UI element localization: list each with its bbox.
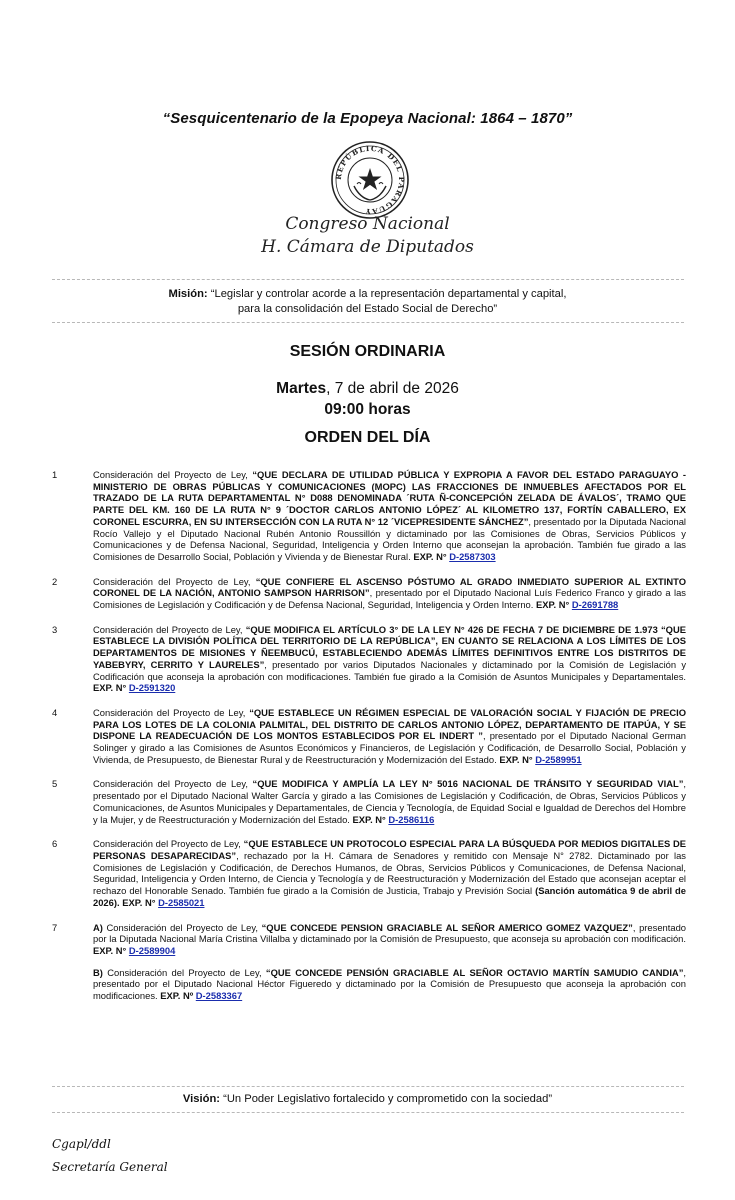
footer-department: Secretaría General <box>52 1160 168 1174</box>
session-date-rest: , 7 de abril de 2026 <box>326 380 459 397</box>
item-title: “QUE DECLARA DE UTILIDAD PÚBLICA Y EXPROPIA A FAVOR DEL ESTADO PARAGUAYO - MINISTERIO DE OBRAS PÚBLICAS Y COMUNICACIONES (MOPC) LAS FRACCIONES DE INMUEBLES AFECTADOS POR EL TRAZADO DE LA RUTA DEPARTAMENTAL N° D088 DENOMINADA ´RUTA Ñ-CONCEPCIÓN ZELADA DE ÁVALOS´, TRAMO QUE PARTE DEL KM. 160 DE LA RUTA N° 9 ´DOCTOR CARLOS ANTONIO LÓPEZ´ AL KILOMETRO 137, FORTÍN CABALLERO, EX CORONEL ESCURRA, EN SU INTERSECCIÓN CON LA RUTA N° 12 ´VICEPRESIDENTE SÁNCHEZ” <box>93 469 686 527</box>
item-title: “QUE MODIFICA Y AMPLÍA LA LEY N° 5016 NACIONAL DE TRÁNSITO Y SEGURIDAD VIAL” <box>252 778 684 790</box>
item-intro: Consideración del Proyecto de Ley, <box>93 838 244 850</box>
sub-item-a <box>93 922 686 957</box>
exp-link[interactable]: D-2587303 <box>449 550 496 562</box>
item-intro: Consideración del Proyecto de Ley, <box>93 778 253 790</box>
item-body <box>93 576 686 611</box>
exp-label: EXP. N° <box>499 753 533 765</box>
item-number: 6 <box>52 838 58 850</box>
org-name-chamber: H. Cámara de Diputados <box>261 237 474 257</box>
motto-heading: “Sesquicentenario de la Epopeya Nacional: 1864 – 1870” <box>162 110 573 127</box>
item-description: , presentado por varios Diputados Nacionales y dictaminado por la Comisión de Legislación y Codificación que aconseja la aprobación con modificaciones. También fue girado a la Comisión de Asuntos Municipales y Departamentales. <box>93 658 687 682</box>
exp-link[interactable]: D-2589904 <box>128 944 176 956</box>
agenda-title: ORDEN DEL DÍA <box>304 429 431 446</box>
item-description: , presentado por el Diputado Nacional Luís Federico Franco y girado a las Comisiones de Legislación y Codificación y de Defensa Nacional, Seguridad, Inteligencia y Orden Interno. <box>93 587 686 611</box>
sub-item-letter: B) <box>93 966 103 978</box>
exp-link[interactable]: D-2691788 <box>571 599 619 611</box>
item-number: 1 <box>52 469 58 480</box>
seal-text: REPÚBLICA DEL PARAGUAY <box>333 143 407 217</box>
mission-text-line2: para la consolidación del Estado Social de Derecho” <box>237 303 498 315</box>
item-number: 4 <box>52 706 58 718</box>
agenda-item <box>52 624 686 694</box>
agenda-item <box>52 576 686 611</box>
agenda-item <box>52 922 686 1002</box>
session-title: SESIÓN ORDINARIA <box>289 343 446 360</box>
divider <box>52 322 684 323</box>
item-intro: Consideración del Proyecto de Ley, <box>93 706 250 718</box>
item-body <box>93 922 686 1002</box>
exp-link[interactable]: D-2591320 <box>128 682 176 694</box>
exp-label: EXP. N° <box>413 550 447 562</box>
item-body <box>93 624 686 694</box>
item-title: “QUE ESTABLECE UN RÉGIMEN ESPECIAL DE VALORACIÓN SOCIAL Y FIJACIÓN DE PRECIO PARA LOS LOTES DE LA COLONIA PALMITAL, DEL DISTRITO DE CARLOS ANTONIO LÓPEZ, DEPARTAMENTO DE ITAPÚA, Y SE DISPONE LA READECUACIÓN DE LOS MONTOS ESTABLECIDOS POR EL INDERT ” <box>93 706 686 742</box>
exp-label: EXP. Nº <box>160 990 194 1002</box>
item-number: 3 <box>52 623 58 635</box>
item-intro: Consideración del Proyecto de Ley, <box>102 966 266 978</box>
exp-label: EXP. N° <box>352 813 386 825</box>
item-title: “QUE CONCEDE PENSIÓN GRACIABLE AL SEÑOR OCTAVIO MARTÍN SAMUDIO CANDIA” <box>265 966 684 978</box>
agenda-item <box>52 469 686 563</box>
item-body <box>93 778 686 825</box>
item-title: “QUE ESTABLECE UN PROTOCOLO ESPECIAL PARA LA BÚSQUEDA POR MEDIOS DIGITALES DE PERSONAS DESAPARECIDAS” <box>93 838 686 861</box>
agenda-item <box>52 778 686 825</box>
mission-statement <box>0 287 735 317</box>
item-body <box>93 838 686 908</box>
item-intro: Consideración del Proyecto de Ley, <box>93 469 253 480</box>
session-day: Martes <box>276 380 327 397</box>
agenda-item <box>52 838 686 908</box>
exp-link[interactable]: D-2586116 <box>388 813 435 825</box>
mission-label: Misión: <box>168 288 208 300</box>
session-date <box>0 380 735 398</box>
vision-statement <box>0 1093 735 1105</box>
item-description: , presentado por el Diputado Nacional German Solinger y girado a las Comisiones de Asuntos Económicos y Financieros, de Legislación y Codificación, de Desarrollo Social, Población y Vivienda, de Presupuesto, de Bienestar Rural y de Reestructuración y Modernización del Estado. <box>93 730 686 765</box>
item-description: , presentado por el Diputado Nacional Héctor Figueredo y dictaminado por la Comisión de Presupuesto que aconseja la aprobación con modificaciones. <box>93 966 686 1002</box>
item-body <box>93 469 686 563</box>
item-number: 2 <box>52 575 58 587</box>
exp-link[interactable]: D-2583367 <box>195 990 243 1002</box>
exp-label: EXP. N° <box>93 682 127 694</box>
session-time: 09:00 horas <box>324 401 411 418</box>
vision-label: Visión: <box>182 1093 220 1105</box>
item-description: , presentado por el Diputado Nacional Walter García y girado a las Comisiones de Legislación y Codificación, de Obras, Servicios Públicos y Comunicaciones, de Asuntos Municipales y Departamentales, de Ciencia y Tecnología, de Equidad Social e Igualdad de Derechos del Hombre y la Mujer, y de Reestructuración y Modernización del Estado. <box>93 778 686 825</box>
item-number: 5 <box>52 778 58 790</box>
item-description: , presentado por la Diputada Nacional Rocío Vallejo y el Diputado Nacional Rubén Antonio Roussillón y dictaminado por las Comisiones de Obras, Servicios Públicos y Comunicaciones y de Defensa Nacional, Seguridad, Inteligencia y Orden Interno que aconsejan la aprobación. También fue girado a las Comisiones de Desarrollo Social, Población y Vivienda y de Bienestar Rural. <box>93 515 686 562</box>
divider <box>52 1112 684 1113</box>
org-name-congress: Congreso Nacional <box>285 214 450 234</box>
vision-text: “Un Poder Legislativo fortalecido y comprometido con la sociedad” <box>223 1093 553 1105</box>
exp-label: EXP. N° <box>535 599 570 611</box>
divider <box>52 1086 684 1087</box>
sub-item-b <box>93 967 686 1002</box>
exp-link[interactable]: D-2585021 <box>158 896 205 908</box>
exp-label: EXP. N° <box>119 896 156 908</box>
exp-label: EXP. N° <box>93 944 127 956</box>
footer-initials: Cgapl/ddl <box>52 1137 111 1151</box>
sub-item-letter: A) <box>93 921 103 933</box>
item-title: “QUE CONCEDE PENSION GRACIABLE AL SEÑOR AMERICO GOMEZ VAZQUEZ” <box>261 921 633 933</box>
agenda-item <box>52 707 686 766</box>
item-description: , rechazado por la H. Cámara de Senadores y remitido con Mensaje N° 2782. Dictaminado por las Comisiones de Legislación y Codificación, de Derechos Humanos, de Obras, Servicios Públicos y Comunicaciones, de Defensa Nacional, Seguridad, Inteligencia y Orden Interno, de Ciencia y Tecnología y de Reestructuración y Modernización del Estado que aconsejan aceptar el rechazo del Honorable Senado. También fue girado a la Comisión de Justicia, Trabajo y Previsión Social <box>93 849 686 897</box>
item-body <box>93 707 686 766</box>
national-seal-icon <box>330 140 410 220</box>
agenda-list <box>52 469 686 1015</box>
item-intro: Consideración del Proyecto de Ley, <box>93 623 246 635</box>
item-description: , presentado por la Diputada Nacional María Cristina Villalba y dictaminado por la Comisión de Presupuesto, que aconseja su aprobación con modificación. <box>93 921 686 945</box>
exp-link[interactable]: D-2589951 <box>535 753 582 765</box>
item-title: “QUE CONFIERE EL ASCENSO PÓSTUMO AL GRADO INMEDIATO SUPERIOR AL EXTINTO CORONEL DE LA NACIÓN, ANTONIO SAMPSON HARRISON” <box>93 575 686 599</box>
divider <box>52 279 684 280</box>
item-intro: Consideración del Proyecto de Ley, <box>93 575 256 587</box>
item-number: 7 <box>52 921 58 933</box>
item-sanction-note: (Sanción automática 9 de abril de 2026). <box>93 885 686 908</box>
item-title: “QUE MODIFICA EL ARTÍCULO 3° DE LA LEY N° 426 DE FECHA 7 DE DICIEMBRE DE 1.973 “QUE ESTABLECE LA DIVISIÓN POLÍTICA DEL TERRITORIO DE LA REPÚBLICA”, EN CUANTO SE RELACIONA A LOS LÍMITES DE LOS DEPARTAMENTOS DE MISIONES Y ÑEEMBUCÚ, ESTABLECIENDO ADEMÁS LÍMITES DEFINITIVOS ENTRE LOS DISTRITOS DE YABEBYRY, CERRITO Y LAURELES” <box>93 623 686 670</box>
item-intro: Consideración del Proyecto de Ley, <box>102 921 262 933</box>
mission-text-line1: “Legislar y controlar acorde a la representación departamental y capital, <box>210 288 567 300</box>
